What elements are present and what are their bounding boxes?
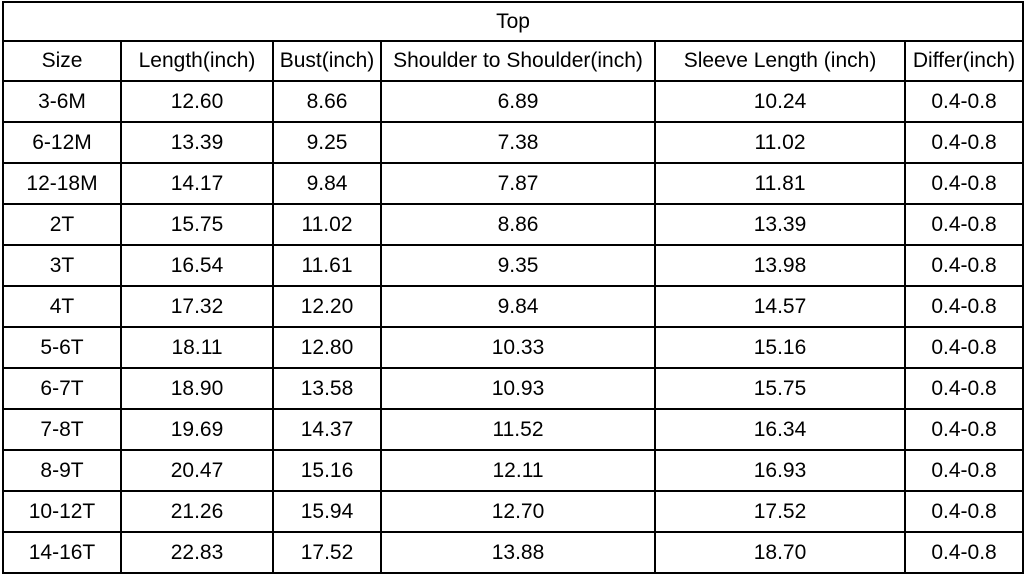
cell-length: 15.75 bbox=[121, 204, 273, 245]
cell-bust: 15.94 bbox=[273, 491, 381, 532]
column-header-length: Length(inch) bbox=[121, 41, 273, 81]
cell-bust: 11.61 bbox=[273, 245, 381, 286]
cell-shoulder: 6.89 bbox=[381, 81, 655, 122]
cell-size: 7-8T bbox=[3, 409, 121, 450]
cell-bust: 9.25 bbox=[273, 122, 381, 163]
table-row bbox=[3, 163, 1023, 204]
cell-shoulder: 10.33 bbox=[381, 327, 655, 368]
cell-sleeve-length: 11.02 bbox=[655, 122, 905, 163]
table-title: Top bbox=[3, 2, 1023, 41]
cell-size: 14-16T bbox=[3, 532, 121, 573]
cell-differ: 0.4-0.8 bbox=[905, 286, 1023, 327]
column-header-bust: Bust(inch) bbox=[273, 41, 381, 81]
cell-differ: 0.4-0.8 bbox=[905, 532, 1023, 573]
cell-bust: 14.37 bbox=[273, 409, 381, 450]
cell-shoulder: 12.70 bbox=[381, 491, 655, 532]
cell-shoulder: 11.52 bbox=[381, 409, 655, 450]
cell-sleeve-length: 15.75 bbox=[655, 368, 905, 409]
cell-size: 3T bbox=[3, 245, 121, 286]
cell-differ: 0.4-0.8 bbox=[905, 491, 1023, 532]
cell-bust: 12.20 bbox=[273, 286, 381, 327]
table-row bbox=[3, 532, 1023, 573]
cell-bust: 17.52 bbox=[273, 532, 381, 573]
table-row bbox=[3, 409, 1023, 450]
cell-differ: 0.4-0.8 bbox=[905, 450, 1023, 491]
cell-shoulder: 12.11 bbox=[381, 450, 655, 491]
column-header-differ: Differ(inch) bbox=[905, 41, 1023, 81]
cell-length: 16.54 bbox=[121, 245, 273, 286]
cell-differ: 0.4-0.8 bbox=[905, 81, 1023, 122]
cell-differ: 0.4-0.8 bbox=[905, 409, 1023, 450]
cell-size: 6-12M bbox=[3, 122, 121, 163]
cell-size: 10-12T bbox=[3, 491, 121, 532]
cell-differ: 0.4-0.8 bbox=[905, 163, 1023, 204]
cell-sleeve-length: 13.39 bbox=[655, 204, 905, 245]
table-row bbox=[3, 204, 1023, 245]
cell-shoulder: 7.38 bbox=[381, 122, 655, 163]
cell-differ: 0.4-0.8 bbox=[905, 245, 1023, 286]
table-header-row bbox=[3, 41, 1023, 81]
cell-length: 13.39 bbox=[121, 122, 273, 163]
cell-bust: 12.80 bbox=[273, 327, 381, 368]
cell-differ: 0.4-0.8 bbox=[905, 368, 1023, 409]
cell-size: 5-6T bbox=[3, 327, 121, 368]
cell-length: 18.90 bbox=[121, 368, 273, 409]
cell-shoulder: 9.84 bbox=[381, 286, 655, 327]
cell-shoulder: 10.93 bbox=[381, 368, 655, 409]
cell-sleeve-length: 13.98 bbox=[655, 245, 905, 286]
cell-bust: 13.58 bbox=[273, 368, 381, 409]
table-row bbox=[3, 327, 1023, 368]
cell-bust: 8.66 bbox=[273, 81, 381, 122]
cell-bust: 9.84 bbox=[273, 163, 381, 204]
cell-size: 12-18M bbox=[3, 163, 121, 204]
cell-size: 2T bbox=[3, 204, 121, 245]
cell-shoulder: 8.86 bbox=[381, 204, 655, 245]
table-row bbox=[3, 491, 1023, 532]
cell-sleeve-length: 17.52 bbox=[655, 491, 905, 532]
cell-length: 19.69 bbox=[121, 409, 273, 450]
cell-length: 18.11 bbox=[121, 327, 273, 368]
cell-sleeve-length: 10.24 bbox=[655, 81, 905, 122]
cell-bust: 11.02 bbox=[273, 204, 381, 245]
cell-sleeve-length: 18.70 bbox=[655, 532, 905, 573]
cell-sleeve-length: 14.57 bbox=[655, 286, 905, 327]
cell-sleeve-length: 16.93 bbox=[655, 450, 905, 491]
cell-sleeve-length: 15.16 bbox=[655, 327, 905, 368]
cell-differ: 0.4-0.8 bbox=[905, 122, 1023, 163]
column-header-size: Size bbox=[3, 41, 121, 81]
cell-differ: 0.4-0.8 bbox=[905, 327, 1023, 368]
cell-shoulder: 13.88 bbox=[381, 532, 655, 573]
table-row bbox=[3, 450, 1023, 491]
cell-length: 22.83 bbox=[121, 532, 273, 573]
cell-size: 6-7T bbox=[3, 368, 121, 409]
table-row bbox=[3, 286, 1023, 327]
cell-size: 3-6M bbox=[3, 81, 121, 122]
column-header-shoulder: Shoulder to Shoulder(inch) bbox=[381, 41, 655, 81]
size-chart-table bbox=[2, 1, 1024, 574]
cell-length: 21.26 bbox=[121, 491, 273, 532]
cell-sleeve-length: 11.81 bbox=[655, 163, 905, 204]
cell-length: 17.32 bbox=[121, 286, 273, 327]
cell-sleeve-length: 16.34 bbox=[655, 409, 905, 450]
table-row bbox=[3, 245, 1023, 286]
cell-bust: 15.16 bbox=[273, 450, 381, 491]
title-row bbox=[3, 2, 1023, 41]
table-row bbox=[3, 122, 1023, 163]
cell-length: 14.17 bbox=[121, 163, 273, 204]
column-header-sleeve-length: Sleeve Length (inch) bbox=[655, 41, 905, 81]
size-chart-body bbox=[3, 2, 1023, 573]
cell-length: 12.60 bbox=[121, 81, 273, 122]
table-row bbox=[3, 81, 1023, 122]
cell-differ: 0.4-0.8 bbox=[905, 204, 1023, 245]
cell-length: 20.47 bbox=[121, 450, 273, 491]
size-chart-sheet bbox=[0, 1, 1024, 564]
cell-shoulder: 7.87 bbox=[381, 163, 655, 204]
cell-size: 8-9T bbox=[3, 450, 121, 491]
table-row bbox=[3, 368, 1023, 409]
cell-size: 4T bbox=[3, 286, 121, 327]
cell-shoulder: 9.35 bbox=[381, 245, 655, 286]
